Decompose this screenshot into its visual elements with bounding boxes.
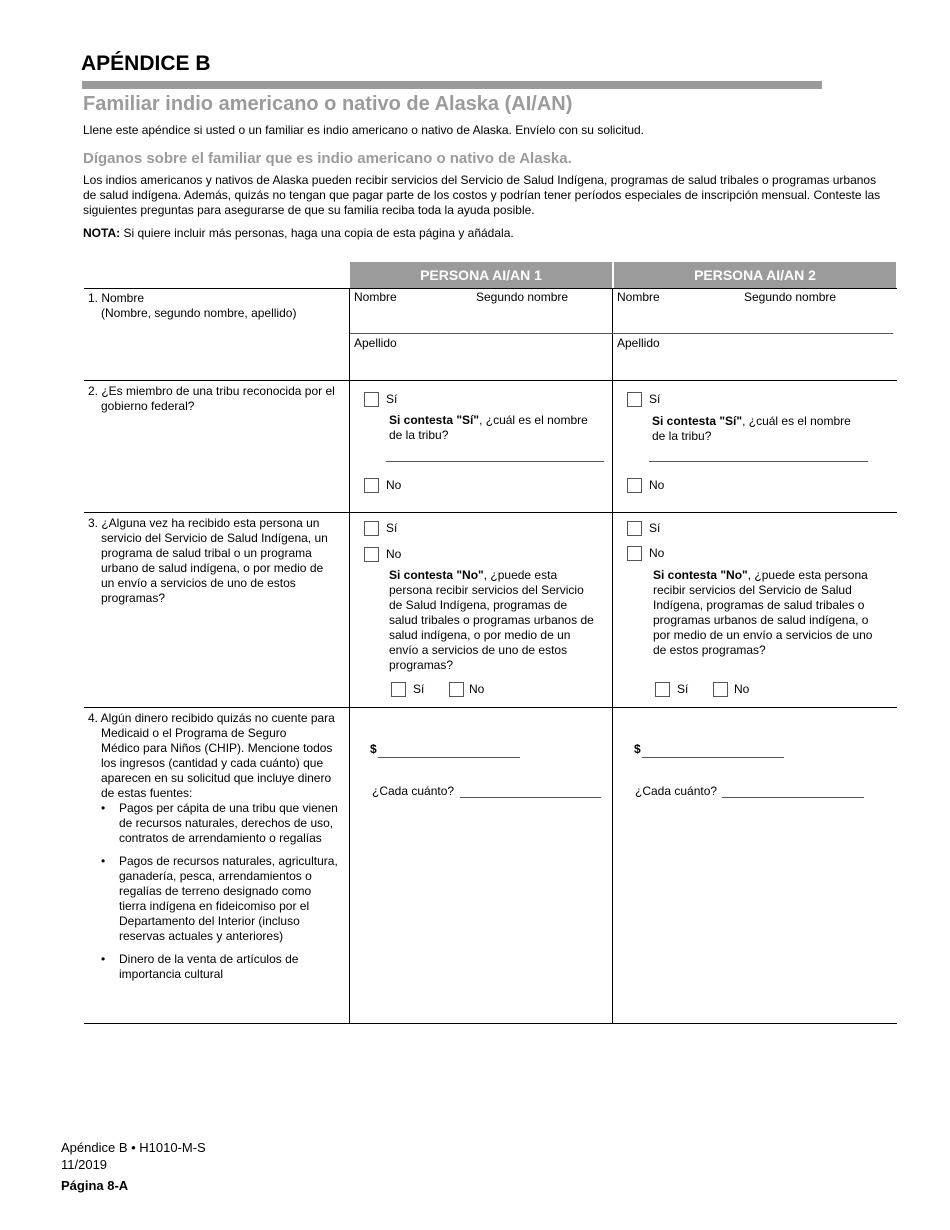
p1-services-followup-bold: Si contesta "No" — [389, 568, 484, 582]
question-1-label: 1. Nombre — [88, 291, 145, 305]
p1-services-no-checkbox[interactable] — [364, 547, 379, 562]
p2-services-eligible-no-label: No — [734, 682, 750, 696]
question-4-line-4: los ingresos (cantidad y cada cuánto) que — [101, 756, 324, 770]
p2-services-eligible-yes-checkbox[interactable] — [655, 682, 670, 697]
p1-tribe-no-label: No — [386, 478, 402, 492]
p2-tribe-no-checkbox[interactable] — [627, 478, 642, 493]
name-row-divider — [350, 333, 893, 334]
p1-how-often-field[interactable] — [460, 797, 601, 798]
bullet-2-line-4: tierra indígena en fideicomiso por el — [119, 899, 310, 913]
p1-tribe-followup — [389, 413, 609, 443]
p1-amount-field[interactable] — [378, 757, 520, 758]
footer-form-id: Apéndice B • H1010-M-S — [61, 1140, 206, 1155]
p1-services-yes-label: Sí — [386, 521, 398, 535]
bullet-2-line-5: Departamento del Interior (incluso — [119, 914, 300, 928]
p2-first-middle-name-field[interactable] — [617, 310, 887, 332]
bullet-3-line-1: Dinero de la venta de artículos de — [119, 952, 299, 966]
p1-tribe-yes-checkbox[interactable] — [364, 392, 379, 407]
question-3-line-3: programa de salud tribal o un programa — [101, 546, 312, 560]
bullet-marker: • — [101, 952, 106, 966]
p2-services-followup-line-4: programas urbanos de salud indígena, o — [653, 613, 869, 627]
p2-services-followup-line-2: recibir servicios del Servicio de Salud — [653, 583, 852, 597]
bullet-3-line-2: importancia cultural — [119, 967, 224, 981]
p1-services-no-label: No — [386, 547, 402, 561]
p1-services-yes-checkbox[interactable] — [364, 521, 379, 536]
p1-how-often-label: ¿Cada cuánto? — [372, 784, 455, 798]
p1-amount-dollar-sign: $ — [370, 742, 377, 756]
bullet-2-line-3: regalías de terreno designado como — [119, 884, 312, 898]
note-body: Si quiere incluir más personas, haga una copia de esta página y añádala. — [120, 226, 514, 240]
question-3-line-6: programas? — [101, 591, 166, 605]
p1-tribe-no-checkbox[interactable] — [364, 478, 379, 493]
p2-tribe-no-label: No — [649, 478, 665, 492]
p1-middle-name-label: Segundo nombre — [476, 290, 569, 304]
footer-page-number: Página 8-A — [61, 1178, 129, 1193]
section-paragraph: Los indios americanos y nativos de Alaska pueden recibir servicios del Servicio de Salud Indígena, programas de salud tribales o programas urbanos de salud indígena. Además, quizás no tengan que pagar parte de los costos y podrían tener períodos especiales de inscripción mensual. Conteste las siguientes preguntas para asegurarse de que su familia reciba toda la ayuda posible. — [83, 173, 881, 217]
p2-how-often-label: ¿Cada cuánto? — [635, 784, 718, 798]
p1-services-followup-line-6: envío a servicios de uno de estos — [389, 643, 568, 657]
question-4-bullet-1 — [88, 801, 350, 846]
question-2-label-line-2: gobierno federal? — [101, 399, 195, 413]
p2-how-often-field[interactable] — [722, 797, 864, 798]
question-3-line-4: urbano de salud indígena, o por medio de — [101, 561, 324, 575]
p2-tribe-followup-bold: Si contesta "Sí" — [652, 414, 743, 428]
p2-services-followup — [653, 568, 893, 658]
question-4-bullet-2 — [88, 854, 350, 944]
bullet-marker: • — [101, 854, 106, 868]
p1-services-eligible-yes-checkbox[interactable] — [391, 682, 406, 697]
p2-services-eligible-no-checkbox[interactable] — [713, 682, 728, 697]
p2-services-followup-line-1: , ¿puede esta persona — [747, 568, 868, 582]
page-title: Familiar indio americano o nativo de Alaska (AI/AN) — [83, 93, 573, 115]
question-4-line-6: de estas fuentes: — [101, 786, 193, 800]
bullet-2-line-2: ganadería, pesca, arrendamientos o — [119, 869, 312, 883]
bullet-marker: • — [101, 801, 106, 815]
p1-services-followup-line-3: de Salud Indígena, programas de — [389, 598, 568, 612]
p2-services-followup-line-6: de estos programas? — [653, 643, 766, 657]
p2-tribe-yes-label: Sí — [649, 392, 661, 406]
bullet-2-line-1: Pagos de recursos naturales, agricultura, — [119, 854, 338, 868]
p2-middle-name-label: Segundo nombre — [744, 290, 837, 304]
p2-amount-field[interactable] — [642, 757, 784, 758]
row-rule-3 — [84, 707, 897, 708]
p1-first-middle-name-field[interactable] — [354, 310, 604, 332]
p2-tribe-yes-checkbox[interactable] — [627, 392, 642, 407]
p1-first-name-label: Nombre — [354, 290, 397, 304]
section-subheading: Díganos sobre el familiar que es indio americano o nativo de Alaska. — [83, 150, 572, 167]
question-4-line-2: Medicaid o el Programa de Seguro — [101, 726, 287, 740]
p1-tribe-name-field[interactable] — [386, 461, 604, 462]
question-3 — [88, 516, 348, 606]
p2-services-no-checkbox[interactable] — [627, 546, 642, 561]
question-4-line-3: Médico para Niños (CHIP). Mencione todos — [101, 741, 333, 755]
footer-date: 11/2019 — [61, 1157, 108, 1172]
p2-services-yes-label: Sí — [649, 521, 661, 535]
bullet-2-line-6: reservas actuales y anteriores) — [119, 929, 284, 943]
note-label: NOTA: — [83, 226, 121, 240]
column-divider-2 — [612, 288, 613, 1024]
question-4 — [88, 711, 350, 982]
column-header-person-1: PERSONA AI/AN 1 — [350, 262, 612, 288]
table-top-rule — [84, 288, 897, 289]
p1-tribe-followup-text: , ¿cuál es el nombre — [479, 413, 588, 427]
p1-services-followup-line-4: salud tribales o programas urbanos de — [389, 613, 594, 627]
bullet-1-line-3: contratos de arrendamiento o regalías — [119, 831, 322, 845]
question-4-bullet-3 — [88, 952, 350, 982]
p2-first-name-label: Nombre — [617, 290, 660, 304]
header-rule — [82, 81, 822, 89]
p2-tribe-name-field[interactable] — [649, 461, 868, 462]
p2-services-followup-bold: Si contesta "No" — [653, 568, 748, 582]
p2-services-followup-line-3: Indígena, programas de salud tribales o — [653, 598, 865, 612]
question-2-label-line-1: 2. ¿Es miembro de una tribu reconocida por el — [88, 384, 335, 398]
question-2 — [88, 384, 348, 414]
intro-text: Llene este apéndice si usted o un familiar es indio americano o nativo de Alaska. Envíelo con su solicitud. — [83, 123, 644, 137]
p2-services-yes-checkbox[interactable] — [627, 521, 642, 536]
p1-last-name-field[interactable] — [354, 354, 604, 378]
p1-services-followup-line-1: , ¿puede esta — [483, 568, 558, 582]
note-text — [83, 226, 883, 241]
p2-tribe-followup-line-2: de la tribu? — [652, 429, 712, 443]
p1-tribe-followup-line-2: de la tribu? — [389, 428, 449, 442]
p2-tribe-followup — [652, 414, 882, 444]
p1-tribe-yes-label: Sí — [386, 392, 398, 406]
p1-services-eligible-yes-label: Sí — [413, 682, 425, 696]
p2-last-name-label: Apellido — [617, 336, 660, 350]
question-1 — [88, 291, 348, 321]
question-3-line-2: servicio del Servicio de Salud Indígena, un — [101, 531, 328, 545]
p2-services-no-label: No — [649, 546, 665, 560]
question-1-sublabel: (Nombre, segundo nombre, apellido) — [101, 306, 297, 320]
column-header-person-2: PERSONA AI/AN 2 — [614, 262, 896, 288]
p2-tribe-followup-text: , ¿cuál es el nombre — [742, 414, 851, 428]
p1-services-followup-line-5: salud indígena, o por medio de un — [389, 628, 571, 642]
question-3-line-5: un envío a servicios de uno de estos — [101, 576, 296, 590]
question-4-line-1: 4. Algún dinero recibido quizás no cuente para — [88, 711, 335, 725]
question-3-line-1: 3. ¿Alguna vez ha recibido esta persona un — [88, 516, 320, 530]
bullet-1-line-1: Pagos per cápita de una tribu que vienen — [119, 801, 338, 815]
appendix-heading: APÉNDICE B — [81, 52, 211, 75]
table-bottom-rule — [84, 1023, 897, 1024]
p2-amount-dollar-sign: $ — [634, 742, 641, 756]
p2-services-followup-line-5: por medio de un envío a servicios de uno — [653, 628, 873, 642]
p2-services-eligible-yes-label: Sí — [677, 682, 689, 696]
p1-tribe-followup-bold: Si contesta "Sí" — [389, 413, 480, 427]
row-rule-1 — [84, 380, 897, 381]
question-4-line-5: aparecen en su solicitud que incluye dinero — [101, 771, 332, 785]
p1-services-followup-line-7: programas? — [389, 658, 454, 672]
row-rule-2 — [84, 512, 897, 513]
p1-services-eligible-no-label: No — [469, 682, 485, 696]
bullet-1-line-2: de recursos naturales, derechos de uso, — [119, 816, 334, 830]
p1-services-followup — [389, 568, 609, 673]
p1-services-eligible-no-checkbox[interactable] — [449, 682, 464, 697]
p2-last-name-field[interactable] — [617, 354, 887, 378]
p1-services-followup-line-2: persona recibir servicios del Servicio — [389, 583, 584, 597]
p1-last-name-label: Apellido — [354, 336, 397, 350]
